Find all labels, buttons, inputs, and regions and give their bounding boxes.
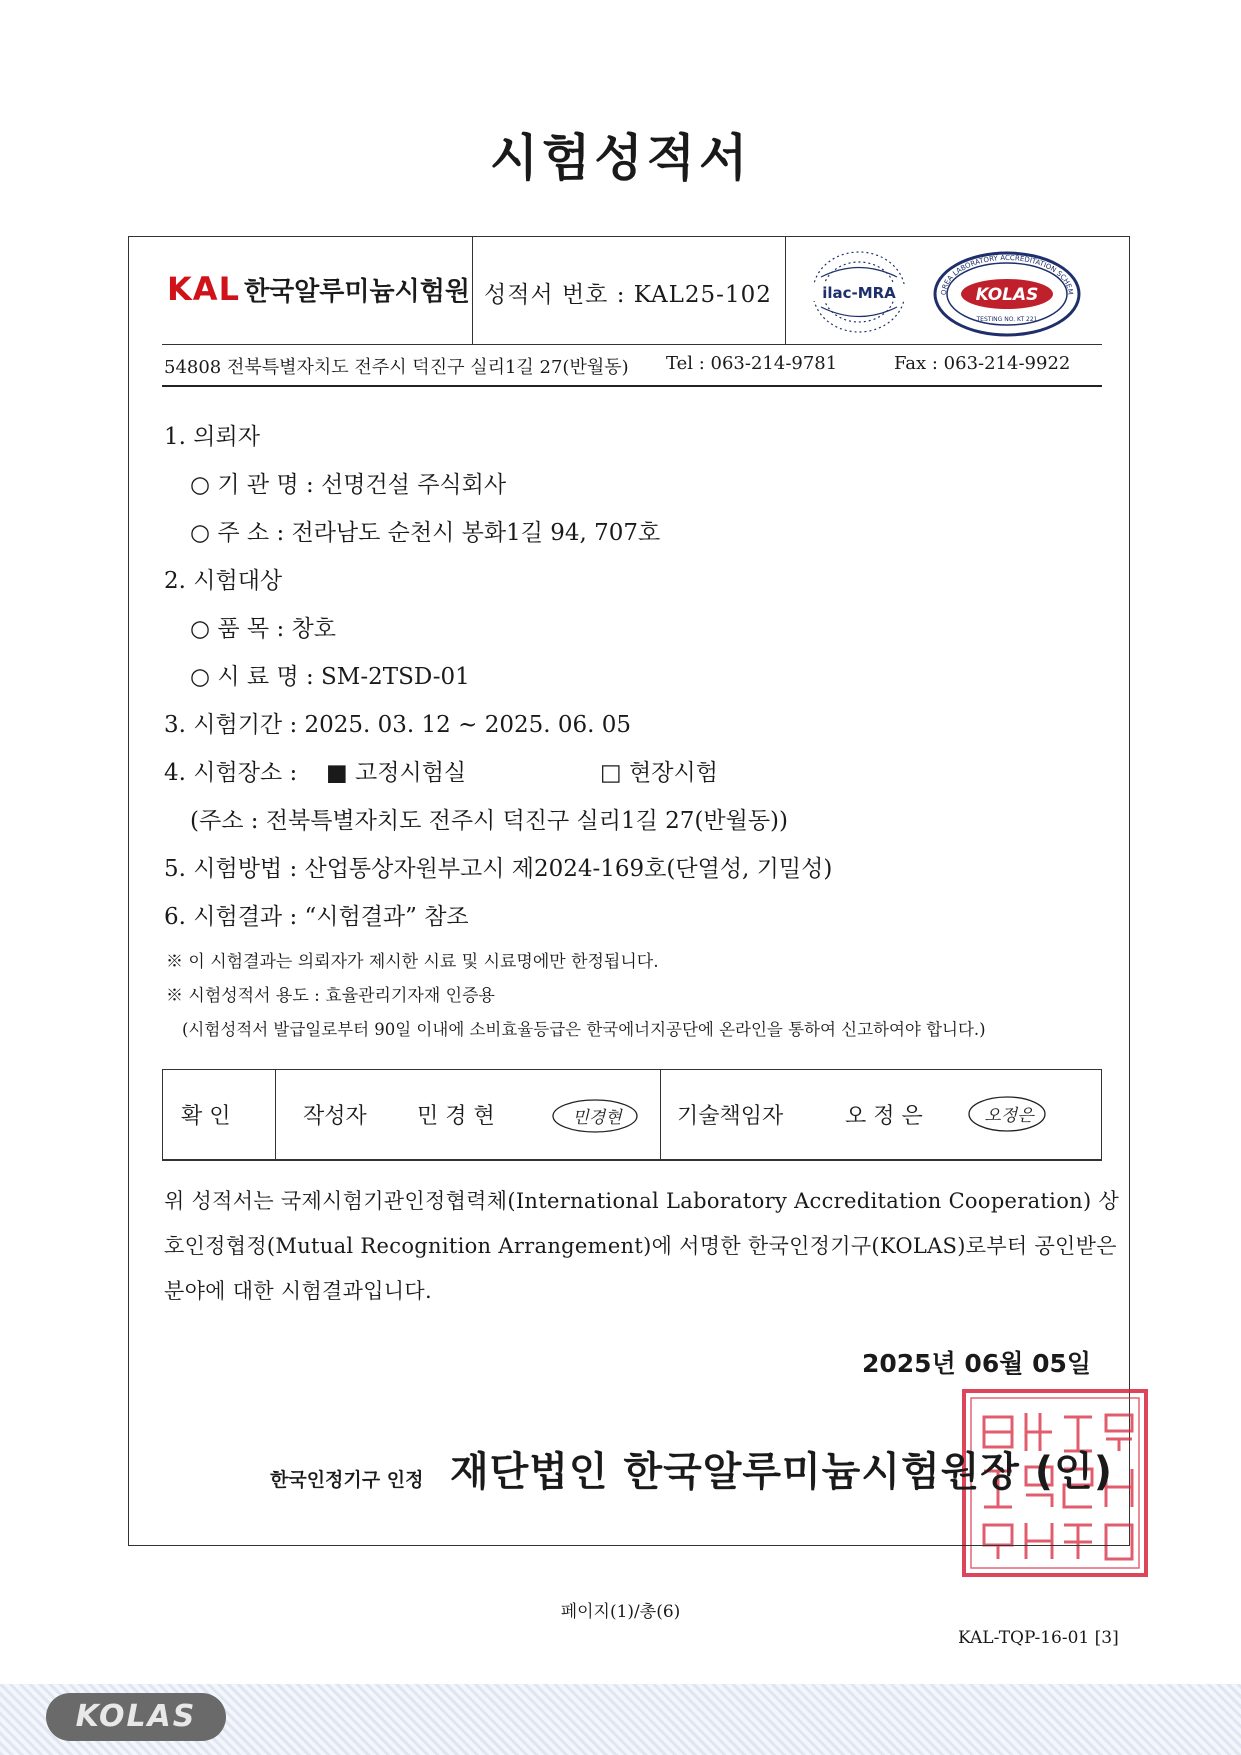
tech-signature-text: 오정은 (984, 1106, 1034, 1126)
lab-tel: Tel : 063-214-9781 (666, 353, 838, 374)
statement-line-2: 호인정협정(Mutual Recognition Arrangement)에 서명한 한국인정기구(KOLAS)로부터 공인받은 (164, 1234, 1117, 1258)
test-place-address: (주소 : 전북특별자치도 전주시 덕진구 실리1길 27(반월동)) (190, 808, 788, 834)
test-method: 5. 시험방법 : 산업통상자원부고시 제2024-169호(단열성, 기밀성) (164, 856, 833, 882)
lab-fax: Fax : 063-214-9922 (894, 353, 1071, 374)
header-bottom-rule (162, 344, 1102, 345)
kolas-ring-text: OREA LABORATORY ACCREDITATION SCHEM (939, 253, 1075, 296)
writer-signature (551, 1096, 647, 1142)
tech-manager-label: 기술책임자 (677, 1104, 784, 1129)
tech-manager-name: 오 정 은 (845, 1104, 923, 1129)
note-3: (시험성적서 발급일로부터 90일 이내에 소비효율등급은 한국에너지공단에 온라인을 통하여 신고하여야 합니다.) (182, 1020, 986, 1039)
header-divider-2 (785, 236, 786, 344)
issuer-accreditation: 한국인정기구 인정 (270, 1469, 424, 1491)
writer-label: 작성자 (303, 1104, 367, 1129)
approval-divider-1 (275, 1070, 276, 1159)
approval-divider-2 (660, 1070, 661, 1159)
issue-date: 2025년 06월 05일 (862, 1349, 1092, 1378)
statement-line-1: 위 성적서는 국제시험기관인정협력체(International Laboratory Accreditation Cooperation) 상 (164, 1189, 1120, 1213)
kal-logo (167, 270, 470, 308)
test-result: 6. 시험결과 : “시험결과” 참조 (164, 904, 469, 930)
note-1: ※ 이 시험결과는 의뢰자가 제시한 시료 및 시료명에만 한정됩니다. (166, 952, 659, 972)
sample-name: ○ 시 료 명 : SM-2TSD-01 (190, 664, 470, 690)
test-item: ○ 품 목 : 창호 (190, 616, 336, 642)
frame-bottom-rule (128, 1545, 1130, 1546)
ilac-mra-logo (806, 244, 912, 344)
header-divider-1 (472, 236, 473, 344)
client-address: ○ 주 소 : 전라남도 순천시 봉화1길 94, 707호 (190, 520, 661, 546)
writer-signature-text: 민경현 (572, 1108, 622, 1128)
kolas-watermark: KOLAS (46, 1693, 226, 1741)
test-period: 3. 시험기간 : 2025. 03. 12 ~ 2025. 06. 05 (164, 712, 632, 738)
lab-address: 54808 전북특별자치도 전주시 덕진구 실리1길 27(반월동) (164, 357, 629, 378)
test-place-fixed-lab: ■ 고정시험실 (326, 760, 467, 786)
issuer-name: 재단법인 한국알루미늄시험원장 (인) (450, 1449, 1114, 1495)
approval-box (162, 1069, 1102, 1160)
confirm-label: 확 인 (181, 1104, 231, 1129)
kolas-logo-text: KOLAS (975, 285, 1039, 305)
test-place-label: 4. 시험장소 : (164, 760, 298, 786)
kolas-testing-no: TESTING NO. KT 221 (976, 316, 1038, 323)
ilac-mra-text: ilac-MRA (822, 284, 896, 302)
test-place-field: □ 현장시험 (600, 760, 718, 786)
section-1-title: 1. 의뢰자 (164, 424, 260, 450)
form-number: KAL-TQP-16-01 [3] (958, 1628, 1119, 1648)
document-title: 시험성적서 (489, 129, 752, 187)
note-2: ※ 시험성적서 용도 : 효율관리기자재 인증용 (166, 986, 495, 1006)
writer-name: 민 경 현 (417, 1104, 495, 1129)
kal-logo-name: 한국알루미늄시험원 (243, 277, 470, 307)
statement-line-3: 분야에 대한 시험결과입니다. (164, 1279, 432, 1303)
client-org: ○ 기 관 명 : 선명건설 주식회사 (190, 472, 507, 498)
section-2-title: 2. 시험대상 (164, 568, 283, 594)
address-bottom-rule (162, 385, 1102, 387)
approval-bottom-rule (162, 1160, 1102, 1161)
kal-logo-abbr: KAL (167, 270, 240, 308)
page-number: 페이지(1)/총(6) (560, 1602, 681, 1622)
certificate-number: 성적서 번호 : KAL25-102 (484, 282, 772, 308)
tech-manager-signature (965, 1092, 1055, 1142)
kolas-logo (932, 250, 1082, 342)
